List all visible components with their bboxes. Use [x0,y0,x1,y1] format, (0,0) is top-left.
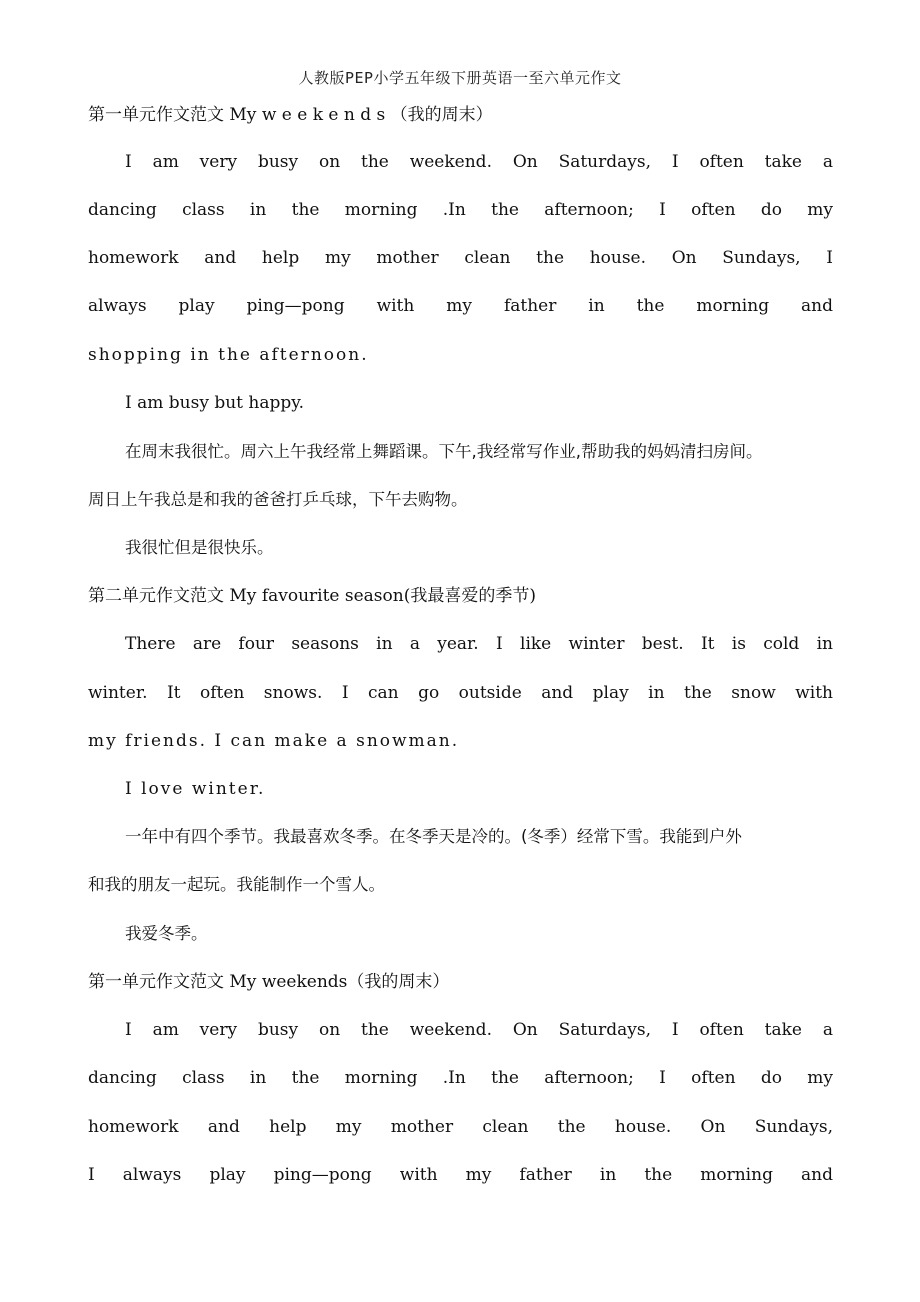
paragraph-line: I am busy but happy. [125,393,305,413]
paragraph-line: my friends. I can make a snowman. [88,731,460,751]
paragraph-line: dancing class in the morning .In the afternoon; I often do my [88,200,833,220]
chinese-line: 我爱冬季。 [125,924,208,943]
unit2-heading: 第二单元作文范文 My favourite season(我最喜爱的季节) [88,586,536,606]
paragraph-line: dancing class in the morning .In the afternoon; I often do my [88,1068,833,1088]
paragraph-line: I am very busy on the weekend. On Saturdays, I often take a [125,1020,833,1040]
paragraph-line: I love winter. [125,779,266,799]
paragraph-line: always play ping—pong with my father in the morning and [88,296,833,316]
chinese-line: 和我的朋友一起玩。我能制作一个雪人。 [88,875,385,894]
unit1-heading: 第一单元作文范文 My w e e k e n d s （我的周末） [88,105,493,125]
paragraph-line: winter. It often snows. I can go outside and play in the snow with [88,683,833,703]
paragraph-line: homework and help my mother clean the house. On Sundays, I [88,248,833,268]
paragraph-line: homework and help my mother clean the house. On Sundays, [88,1117,833,1137]
paragraph-line: I am very busy on the weekend. On Saturdays, I often take a [125,152,833,172]
chinese-line: 周日上午我总是和我的爸爸打乒乓球，下午去购物。 [88,490,468,509]
paragraph-line: I always play ping—pong with my father in the morning and [88,1165,833,1185]
unit1-heading-repeat: 第一单元作文范文 My weekends（我的周末） [88,972,450,992]
chinese-line: 一年中有四个季节。我最喜欢冬季。在冬季天是冷的。(冬季）经常下雪。我能到户外 [125,827,742,846]
document-title: 人教版PEP小学五年级下册英语一至六单元作文 [298,69,622,87]
paragraph-line: shopping in the afternoon. [88,345,369,365]
chinese-line: 在周末我很忙。周六上午我经常上舞蹈课。下午,我经常写作业,帮助我的妈妈清扫房间。 [125,442,763,461]
paragraph-line: There are four seasons in a year. I like winter best. It is cold in [125,634,833,654]
chinese-line: 我很忙但是很快乐。 [125,538,274,557]
